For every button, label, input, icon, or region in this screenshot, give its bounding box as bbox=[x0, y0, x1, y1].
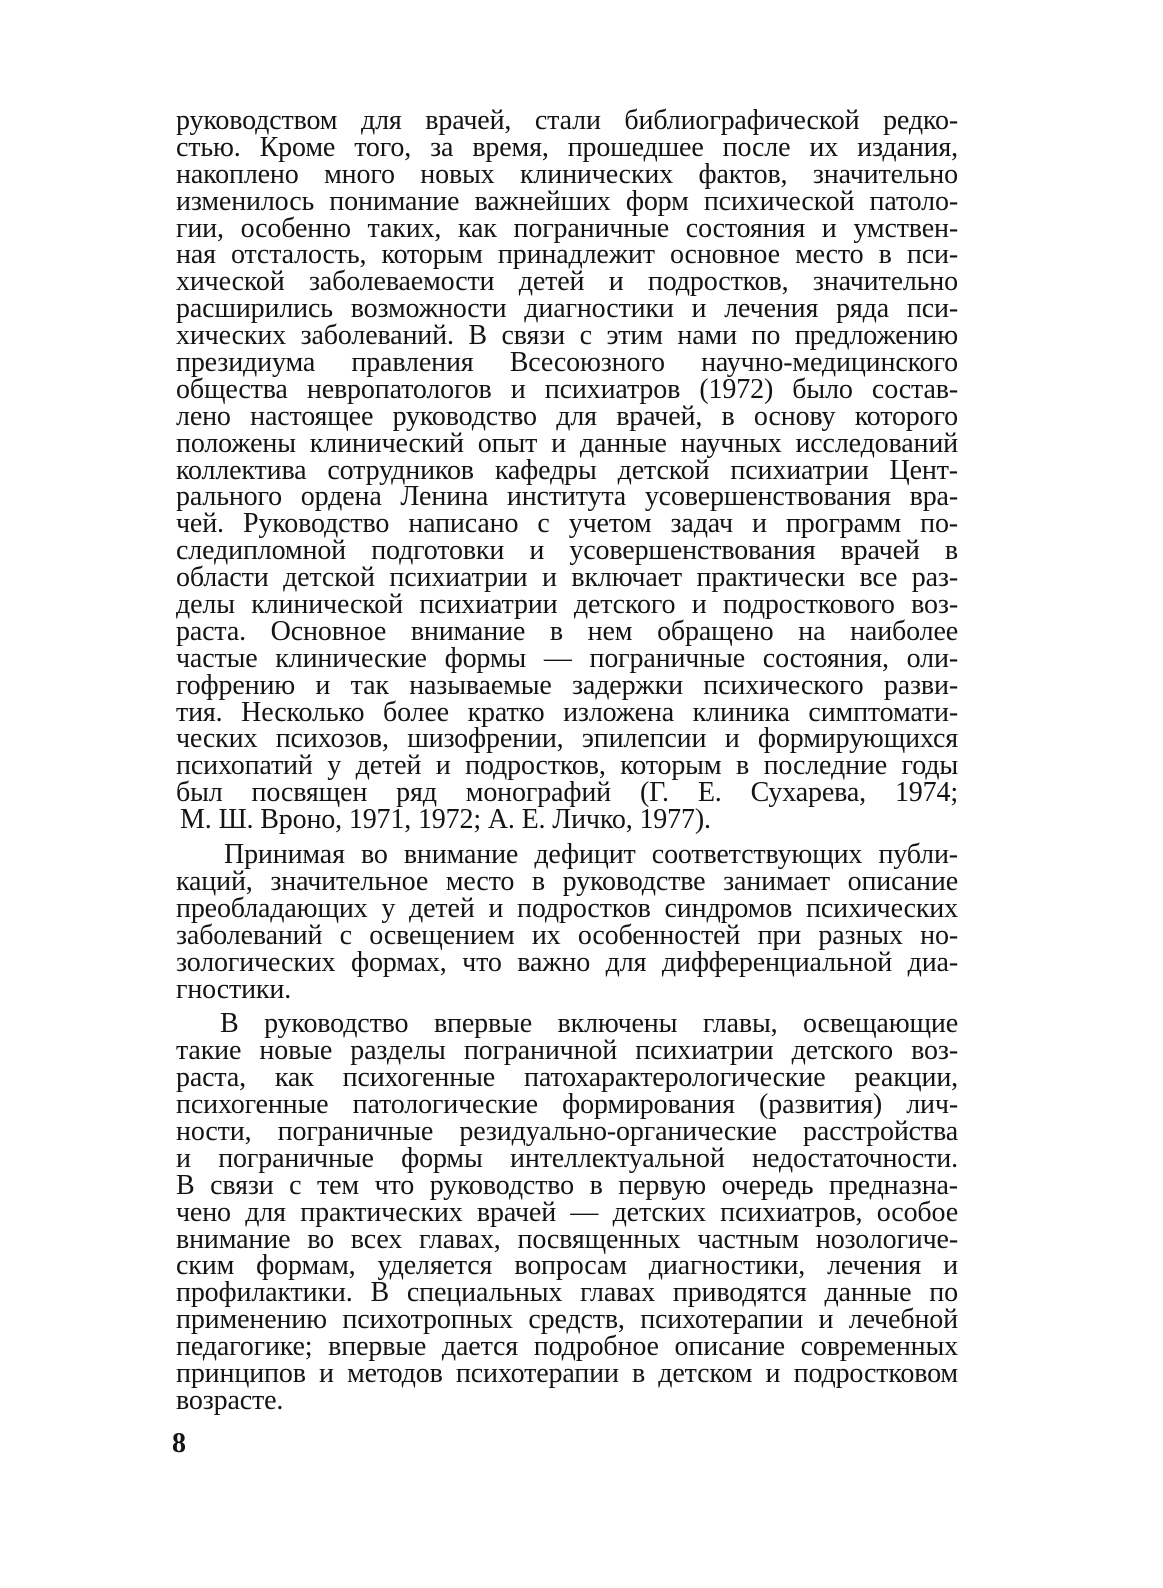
text-line: такие новые разделы пограничной психиатрии детского воз- bbox=[176, 1035, 958, 1067]
text-line: каций, значительное место в руководстве занимает описание bbox=[176, 865, 958, 897]
text-line: чей. Руководство написано с учетом задач и программ по- bbox=[176, 508, 958, 540]
text-line: В руководство впервые включены главы, освещающие bbox=[220, 1008, 958, 1040]
text-line: профилактики. В специальных главах приводятся данные по bbox=[176, 1277, 958, 1309]
paragraph-1 bbox=[176, 105, 958, 836]
text-line: раста, как психогенные патохарактерологические реакции, bbox=[176, 1062, 958, 1094]
text-line: был посвящен ряд монографий (Г. Е. Сухарева, 1974; bbox=[176, 777, 958, 809]
page-number: 8 bbox=[172, 1428, 186, 1459]
text-line: принципов и методов психотерапии в детском и подростковом bbox=[176, 1357, 958, 1389]
text-line: ческих психозов, шизофрении, эпилепсии и формирующихся bbox=[176, 723, 958, 755]
text-line: следипломной подготовки и усовершенствования врачей в bbox=[176, 535, 958, 567]
text-line: стью. Кроме того, за время, прошедшее после их издания, bbox=[176, 131, 958, 163]
text-line: чено для практических врачей — детских психиатров, особое bbox=[176, 1196, 958, 1228]
page-body bbox=[176, 105, 958, 1416]
text-line: тия. Несколько более кратко изложена клиника симптомати- bbox=[176, 696, 958, 728]
text-line: зологических формах, что важно для дифференциальной диа- bbox=[176, 946, 958, 978]
text-line: гностики. bbox=[176, 973, 292, 1005]
text-line: психогенные патологические формирования (развития) лич- bbox=[176, 1089, 958, 1121]
text-line: ности, пограничные резидуально-органические расстройства bbox=[176, 1115, 958, 1147]
text-line: накоплено много новых клинических фактов, значительно bbox=[176, 158, 958, 190]
text-line: президиума правления Всесоюзного научно-медицинского bbox=[176, 347, 958, 379]
text-line: преобладающих у детей и подростков синдромов психических bbox=[176, 892, 958, 924]
text-line: рального ордена Ленина института усовершенствования вра- bbox=[176, 481, 958, 513]
text-line: расширились возможности диагностики и лечения ряда пси- bbox=[176, 293, 958, 325]
text-line: области детской психиатрии и включает практически все раз- bbox=[176, 562, 958, 594]
text-line: внимание во всех главах, посвященных частным нозологиче- bbox=[176, 1223, 958, 1255]
text-line: лено настоящее руководство для врачей, в основу которого bbox=[176, 400, 958, 432]
text-line: положены клинический опыт и данные научных исследований bbox=[176, 427, 958, 459]
text-line: изменилось понимание важнейших форм психической патоло- bbox=[176, 185, 958, 217]
text-line: психопатий у детей и подростков, которым в последние годы bbox=[176, 750, 958, 782]
text-line: М. Ш. Вроно, 1971, 1972; А. Е. Личко, 1977). bbox=[180, 804, 711, 836]
text-line: возрасте. bbox=[176, 1384, 284, 1416]
text-line: заболеваний с освещением их особенностей при разных но- bbox=[176, 919, 958, 951]
text-line: гии, особенно таких, как пограничные состояния и умствен- bbox=[176, 212, 958, 244]
text-line: хической заболеваемости детей и подростков, значительно bbox=[176, 266, 958, 298]
text-line: общества невропатологов и психиатров (1972) было состав- bbox=[176, 373, 958, 405]
text-line: делы клинической психиатрии детского и подросткового воз- bbox=[176, 589, 958, 621]
text-line: педагогике; впервые дается подробное описание современных bbox=[176, 1331, 958, 1363]
text-line: гофрению и так называемые задержки психического разви- bbox=[176, 669, 958, 701]
paragraph-3 bbox=[176, 1008, 958, 1416]
text-line: хических заболеваний. В связи с этим нами по предложению bbox=[176, 320, 958, 352]
text-line: частые клинические формы — пограничные состояния, оли- bbox=[176, 642, 958, 674]
text-line: руководством для врачей, стали библиографической редко- bbox=[176, 105, 958, 136]
text-line: В связи с тем что руководство в первую очередь предназна- bbox=[176, 1169, 958, 1201]
text-line: и пограничные формы интеллектуальной недостаточности. bbox=[176, 1142, 958, 1174]
paragraph-2 bbox=[176, 839, 958, 1005]
text-line: коллектива сотрудников кафедры детской психиатрии Цент- bbox=[176, 454, 958, 486]
text-line: ским формам, уделяется вопросам диагностики, лечения и bbox=[176, 1250, 958, 1282]
text-line: ная отсталость, которым принадлежит основное место в пси- bbox=[176, 239, 958, 271]
text-line: Принимая во внимание дефицит соответствующих публи- bbox=[224, 839, 958, 871]
text-line: раста. Основное внимание в нем обращено на наиболее bbox=[176, 615, 958, 647]
text-line: применению психотропных средств, психотерапии и лечебной bbox=[176, 1304, 958, 1336]
